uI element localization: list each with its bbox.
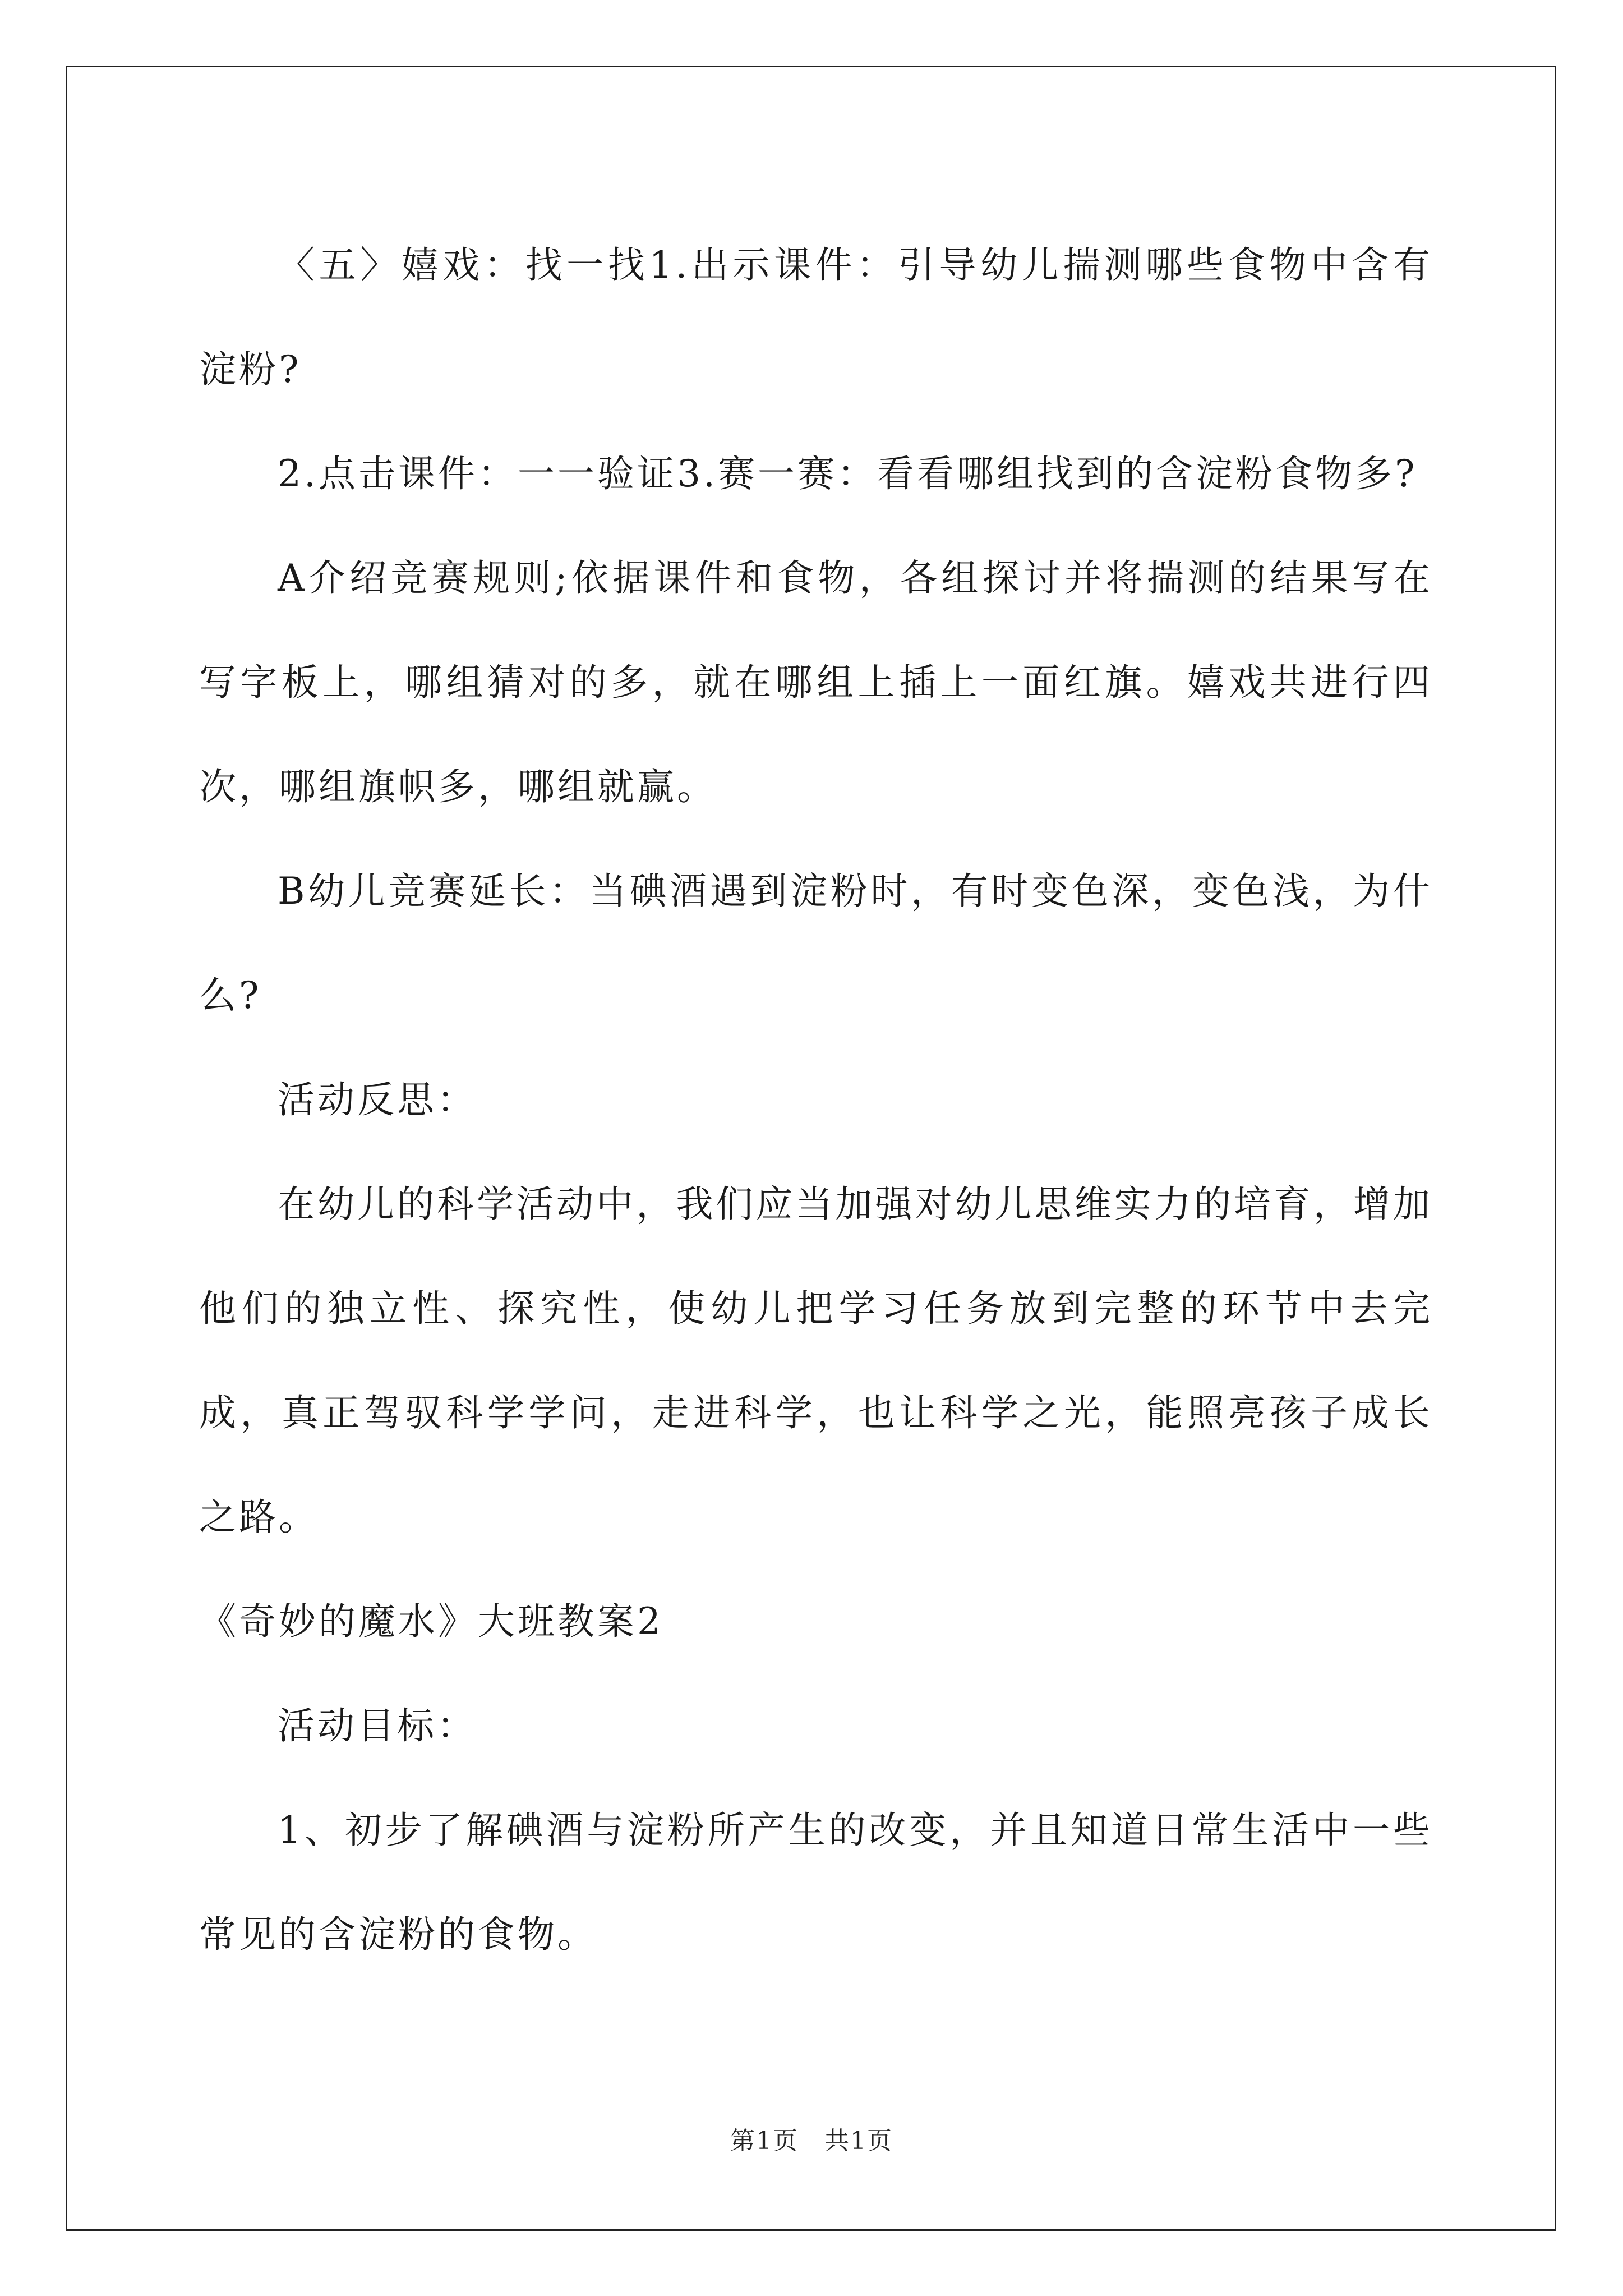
paragraph-extension: B幼儿竞赛延长：当碘酒遇到淀粉时，有时变色深，变色浅，为什么? bbox=[199, 869, 1433, 1017]
paragraph-rules: A介绍竞赛规则;依据课件和食物，各组探讨并将揣测的结果写在写字板上，哪组猜对的多，就在哪组上插上一面红旗。嬉戏共进行四次，哪组旗帜多，哪组就赢。 bbox=[199, 556, 1433, 808]
paragraph-game-find: 〈五〉嬉戏：找一找1.出示课件：引导幼儿揣测哪些食物中含有淀粉? bbox=[199, 243, 1433, 391]
section-title: 《奇妙的魔水》大班教案2 bbox=[199, 1600, 663, 1643]
paragraph-reflection: 在幼儿的科学活动中，我们应当加强对幼儿思维实力的培育，增加他们的独立性、探究性，使幼儿把学习任务放到完整的环节中去完成，真正驾驭科学学问，走进科学，也让科学之光，能照亮孩子成长之路。 bbox=[199, 1182, 1433, 1539]
heading-objectives: 活动目标： bbox=[278, 1704, 477, 1747]
document-body bbox=[199, 213, 1433, 1987]
paragraph-objective-1: 1、初步了解碘酒与淀粉所产生的改变，并且知道日常生活中一些常见的含淀粉的食物。 bbox=[199, 1809, 1433, 1956]
page-footer: 第1页 共1页 bbox=[730, 2127, 893, 2155]
paragraph-click-verify: 2.点击课件：一一验证3.赛一赛：看看哪组找到的含淀粉食物多? bbox=[278, 452, 1418, 495]
heading-reflection: 活动反思： bbox=[278, 1078, 477, 1121]
